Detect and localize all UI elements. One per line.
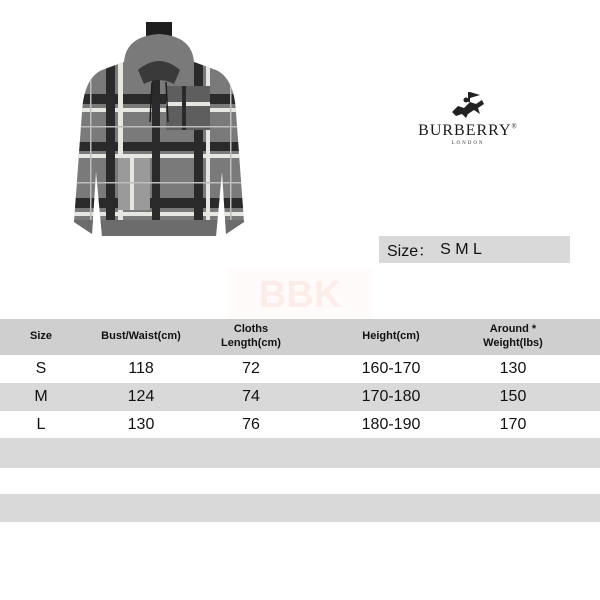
empty-table-row — [0, 494, 600, 522]
cell-height: 160-170 — [361, 360, 421, 377]
cell-size: S — [35, 360, 47, 377]
header-size: Size — [29, 330, 52, 343]
cell-height: 170-180 — [361, 388, 421, 405]
size-label-prefix: Size： — [387, 243, 435, 260]
watermark: BBK — [228, 268, 372, 322]
table-row — [0, 355, 600, 383]
size-label-values: S M L — [440, 240, 482, 258]
table-row — [0, 383, 600, 411]
brand-subline: LONDON — [451, 141, 485, 146]
cell-length: 76 — [242, 416, 260, 433]
header-bust: Bust/Waist(cm) — [101, 330, 181, 343]
header-weight: Around * Weight(lbs) — [483, 323, 543, 349]
table-row — [0, 411, 600, 439]
equestrian-knight-icon — [446, 90, 490, 120]
cell-bust: 118 — [128, 360, 154, 377]
cell-bust: 130 — [127, 416, 155, 433]
cell-weight: 130 — [499, 360, 527, 377]
cell-weight: 150 — [499, 388, 527, 405]
brand-logo — [398, 90, 538, 160]
hoodie-icon — [66, 22, 252, 254]
header-height: Height(cm) — [362, 330, 420, 343]
size-chart-table — [0, 319, 600, 439]
cell-weight: 170 — [499, 416, 527, 433]
size-label — [379, 236, 570, 263]
empty-table-row — [0, 438, 600, 468]
cell-length: 74 — [242, 388, 260, 405]
cell-length: 72 — [242, 360, 260, 377]
cell-bust: 124 — [127, 388, 155, 405]
header-cloths-length: Cloths Length(cm) — [221, 323, 281, 349]
brand-name: BURBERRY® — [418, 122, 518, 139]
product-image — [66, 22, 252, 254]
cell-size: L — [36, 416, 46, 433]
cell-height: 180-190 — [361, 416, 421, 433]
table-header-row — [0, 319, 600, 355]
cell-size: M — [34, 388, 48, 405]
